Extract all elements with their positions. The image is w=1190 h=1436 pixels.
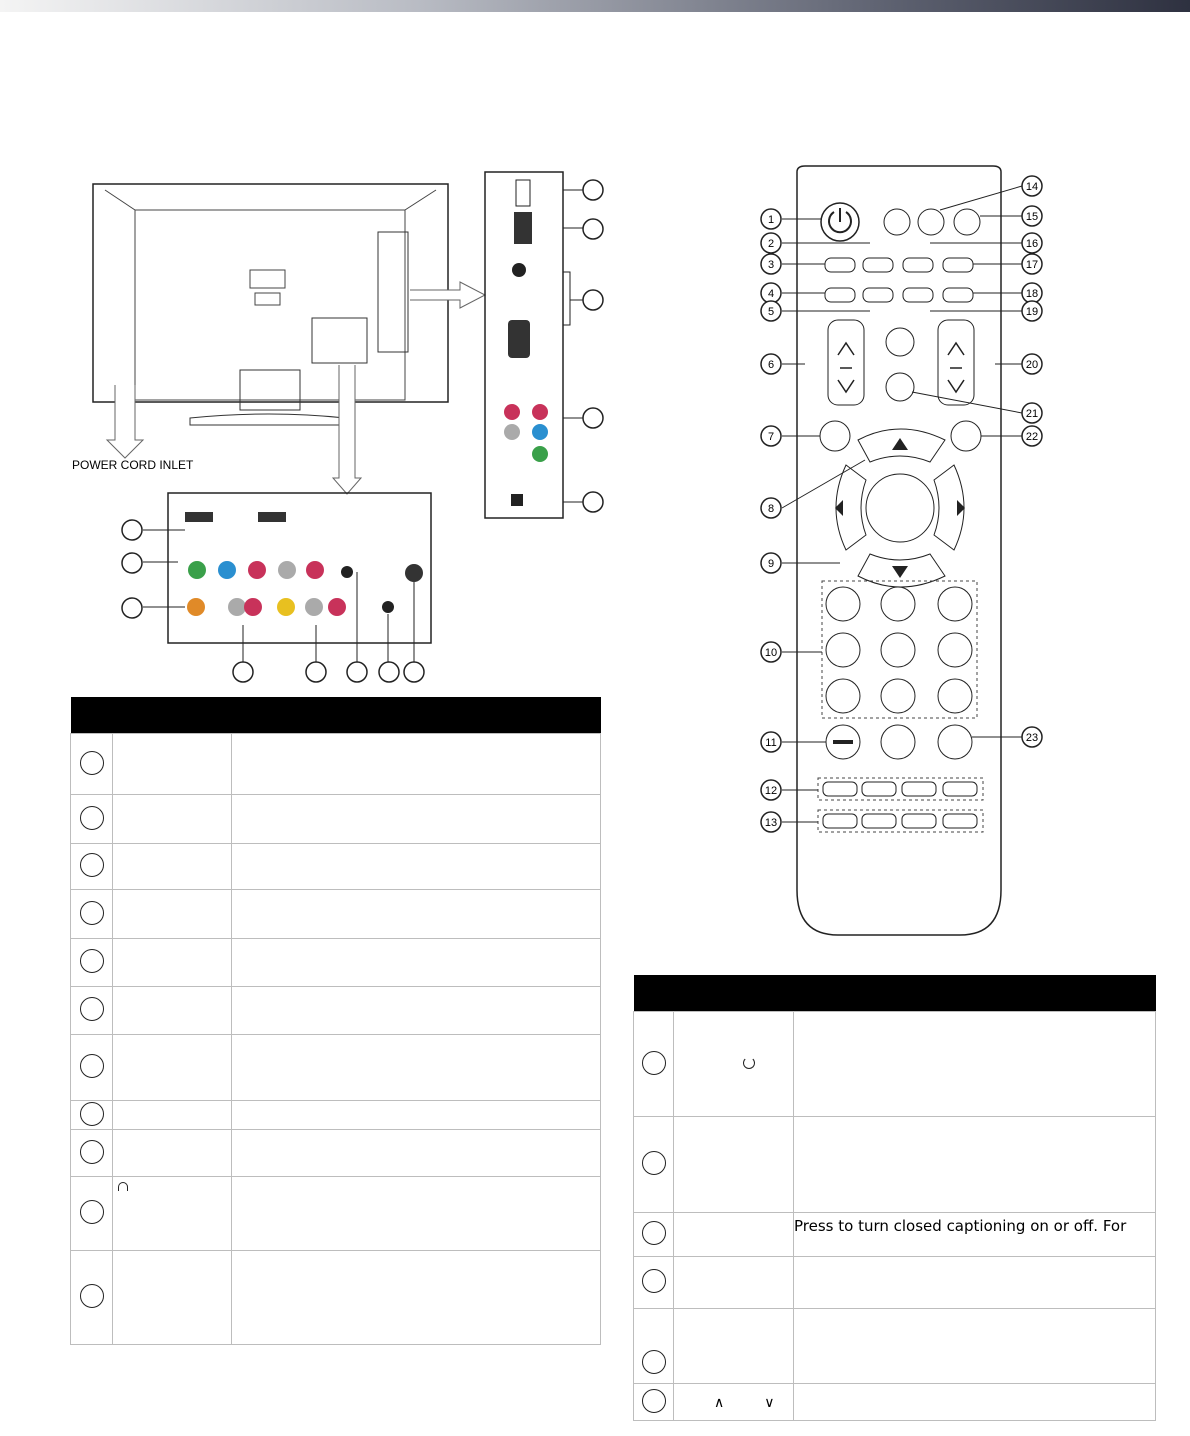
row-number-icon [80, 1200, 104, 1224]
row-number-icon [80, 806, 104, 830]
row-number-icon [80, 751, 104, 775]
power-cord-inlet-label: POWER CORD INLET [72, 458, 194, 472]
row-number-icon [80, 997, 104, 1021]
callout-17: 17 [1025, 259, 1039, 271]
callout-21: 21 [1025, 408, 1039, 420]
row-number-icon [642, 1350, 666, 1374]
row-number-icon [642, 1151, 666, 1175]
row-number-icon [80, 949, 104, 973]
callout-1: 1 [767, 214, 775, 226]
channel-up-icon: ∧ [714, 1393, 725, 1410]
remote-buttons-table [633, 975, 1156, 1421]
closed-caption-description: Press to turn closed captioning on or off. For [794, 1213, 1156, 1257]
callout-18: 18 [1025, 288, 1039, 300]
callout-22: 22 [1025, 431, 1039, 443]
callout-14: 14 [1025, 181, 1039, 193]
row-number-icon [80, 1054, 104, 1078]
row-number-icon [80, 1140, 104, 1164]
header-gradient-bar [0, 0, 1190, 12]
callout-19: 19 [1025, 306, 1039, 318]
callout-10: 10 [764, 647, 778, 659]
remote-diagram [750, 165, 1060, 940]
headphone-icon [118, 1182, 128, 1191]
row-number-icon [642, 1269, 666, 1293]
callout-20: 20 [1025, 359, 1039, 371]
row-number-icon [80, 853, 104, 877]
power-icon [743, 1057, 755, 1069]
row-number-icon [80, 901, 104, 925]
callout-11: 11 [765, 737, 777, 749]
callout-8: 8 [767, 503, 775, 515]
callout-16: 16 [1025, 238, 1039, 250]
callout-15: 15 [1025, 211, 1039, 223]
row-number-icon [80, 1102, 104, 1126]
callout-7: 7 [767, 431, 775, 443]
row-number-icon [642, 1051, 666, 1075]
callout-3: 3 [767, 259, 775, 271]
row-number-icon [642, 1221, 666, 1245]
callout-12: 12 [764, 785, 778, 797]
callout-13: 13 [764, 817, 778, 829]
callout-2: 2 [767, 238, 775, 250]
callout-23: 23 [1025, 732, 1039, 744]
callout-5: 5 [767, 306, 775, 318]
tv-connections-table [70, 697, 601, 1345]
tv-back-diagram [60, 160, 620, 690]
channel-down-icon: ∨ [764, 1393, 775, 1410]
callout-4: 4 [767, 288, 775, 300]
row-number-icon [80, 1284, 104, 1308]
row-number-icon [642, 1389, 666, 1413]
callout-9: 9 [767, 558, 775, 570]
callout-6: 6 [767, 359, 775, 371]
